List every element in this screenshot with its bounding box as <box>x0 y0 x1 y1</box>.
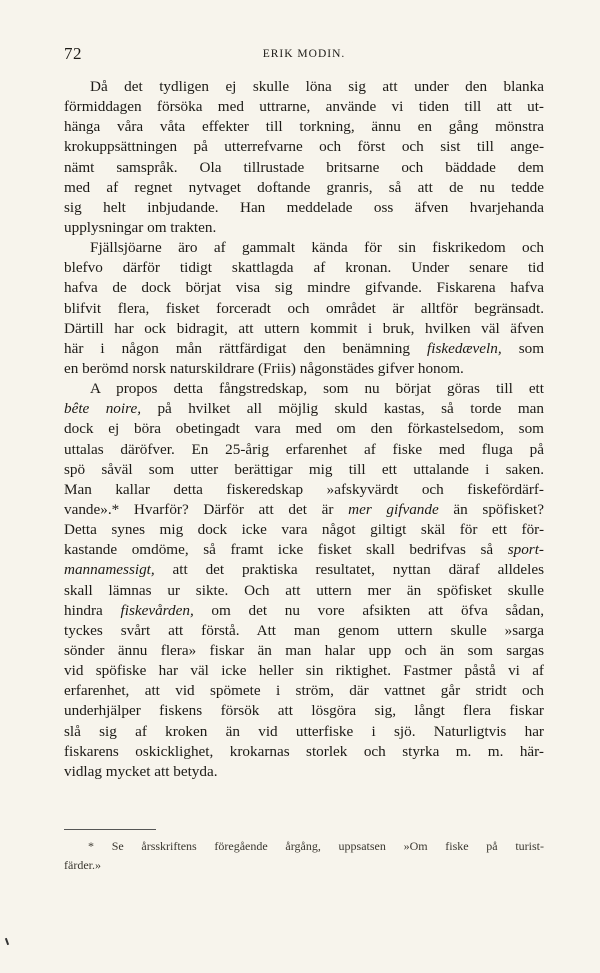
text-line: fiskarens oskicklighet, krokarnas storlek och styrka m. m. här- <box>64 742 544 760</box>
text-line: sönder ännu flera» fiskar än man halar upp och än som sargas <box>64 641 544 659</box>
text-line: Man kallar detta fiskeredskap »afskyvärdt och fiskefördärf- <box>64 480 544 498</box>
text-line: underhjälper fiskens försök att lösgöra sig, långt flera fiskar <box>64 702 544 720</box>
text-line <box>64 399 544 419</box>
text-line: Fjällsjöarne äro af gammalt kända för sin fiskrikedom och <box>90 239 544 257</box>
text-line <box>64 339 544 359</box>
text-line <box>64 540 544 560</box>
italic-term: mannamessigt, <box>64 561 155 579</box>
italic-term: fiskevården, <box>120 601 194 619</box>
text-line: uttalas däröfver. En 25-årig erfarenhet af fiske med fluga på <box>64 440 544 458</box>
body-text <box>64 77 544 782</box>
italic-term: fiskedæveln, <box>427 339 502 357</box>
text-run: kastande omdöme, så framt icke fisket skall bedrifvas så <box>64 541 494 559</box>
text-line: med af regnet nytvaget doftande granris, så att de nu tedde <box>64 178 544 196</box>
text-line: Då det tydligen ej skulle löna sig att under den blanka <box>90 78 544 95</box>
text-line: A propos detta fångstredskap, som nu börjat göras till ett <box>90 380 544 398</box>
italic-term: bête noire, <box>64 400 142 418</box>
page-header <box>64 44 544 66</box>
text-run: vande».* Hvarför? Därför att det är <box>64 500 334 518</box>
italic-term: mer gifvande <box>348 500 439 518</box>
text-line: förmiddagen försöka med uttrarne, använde vi tiden till att ut- <box>64 98 544 116</box>
footnote-rule <box>64 829 156 830</box>
text-line: krokuppsättningen på utterrefvarne och först och sist till ange- <box>64 138 544 156</box>
footnote <box>64 837 544 875</box>
text-line: slå sig af kroken än vid utterfiske i sjö. Naturligtvis har <box>64 722 544 740</box>
text-line: Detta synes mig dock icke vara något giltigt skäl för ett för- <box>64 521 544 539</box>
text-run: som <box>501 339 545 357</box>
text-line: tyckes svårt att förstå. Att man genom uttern skulle »sarga <box>64 621 544 639</box>
text-line: erfarenhet, att vid spömete i ström, där vattnet går stridt och <box>64 682 544 700</box>
running-head: ERIK MODIN. <box>262 48 346 60</box>
footnote-line: * Se årsskriftens föregående årgång, uppsatsen »Om fiske på turist- <box>88 839 544 853</box>
text-run: på hvilket all möjlig skuld kastas, så torde man <box>141 400 544 418</box>
page-number: 72 <box>64 44 82 63</box>
text-run: om det nu vore afsikten att öfva sådan, <box>193 601 544 619</box>
text-line: dock ej böra obetingadt vara med om den förkastelsedom, som <box>64 420 544 438</box>
text-line: vidlag mycket att betyda. <box>64 762 218 780</box>
text-line <box>64 601 544 621</box>
text-line: blifvit flera, fisket forceradt och området är alltför begränsadt. <box>64 299 544 317</box>
text-line: en berömd norsk naturskildrare (Friis) någonstädes gifver honom. <box>64 359 464 377</box>
text-line: vid spöfiske har väl icke heller sin riktighet. Fastmer påstå vi af <box>64 662 544 680</box>
text-line: sig helt inbjudande. Han meddelade oss äfven hvarjehanda <box>64 198 544 216</box>
text-run: här i någon mån rättfärdigat den benämning <box>64 339 410 357</box>
footnote-line: färder.» <box>64 858 101 872</box>
italic-term: sport- <box>507 541 544 559</box>
text-run: hindra <box>64 601 103 619</box>
text-line: blefvo därför tidigt skattlagda af kronan. Under senare tid <box>64 259 544 277</box>
text-line: hänga våra våta effekter till torkning, ännu en gång mönstra <box>64 118 544 136</box>
text-line <box>64 560 544 580</box>
text-line: spö såväl som utter berättigar mig till ett uttalande i saken. <box>64 460 544 478</box>
print-speck-mark <box>5 938 9 945</box>
text-line: nämt samspråk. Ola tillrustade britsarne och bäddade dem <box>64 158 544 176</box>
text-run: än spöfisket? <box>438 500 545 518</box>
text-line: upplysningar om trakten. <box>64 218 217 236</box>
text-line: Därtill har ock bidragit, att uttern kommit i bruk, hvilken väl äfven <box>64 319 544 337</box>
text-line <box>64 500 544 520</box>
text-line: hafva de dock börjat visa sig mindre gifvande. Fiskarena hafva <box>64 279 544 297</box>
text-run: att det praktiska resultatet, nyttan däraf alldeles <box>154 561 544 579</box>
text-line: skall lämnas ur sikte. Och att uttern mer än spöfisket skulle <box>64 581 544 599</box>
